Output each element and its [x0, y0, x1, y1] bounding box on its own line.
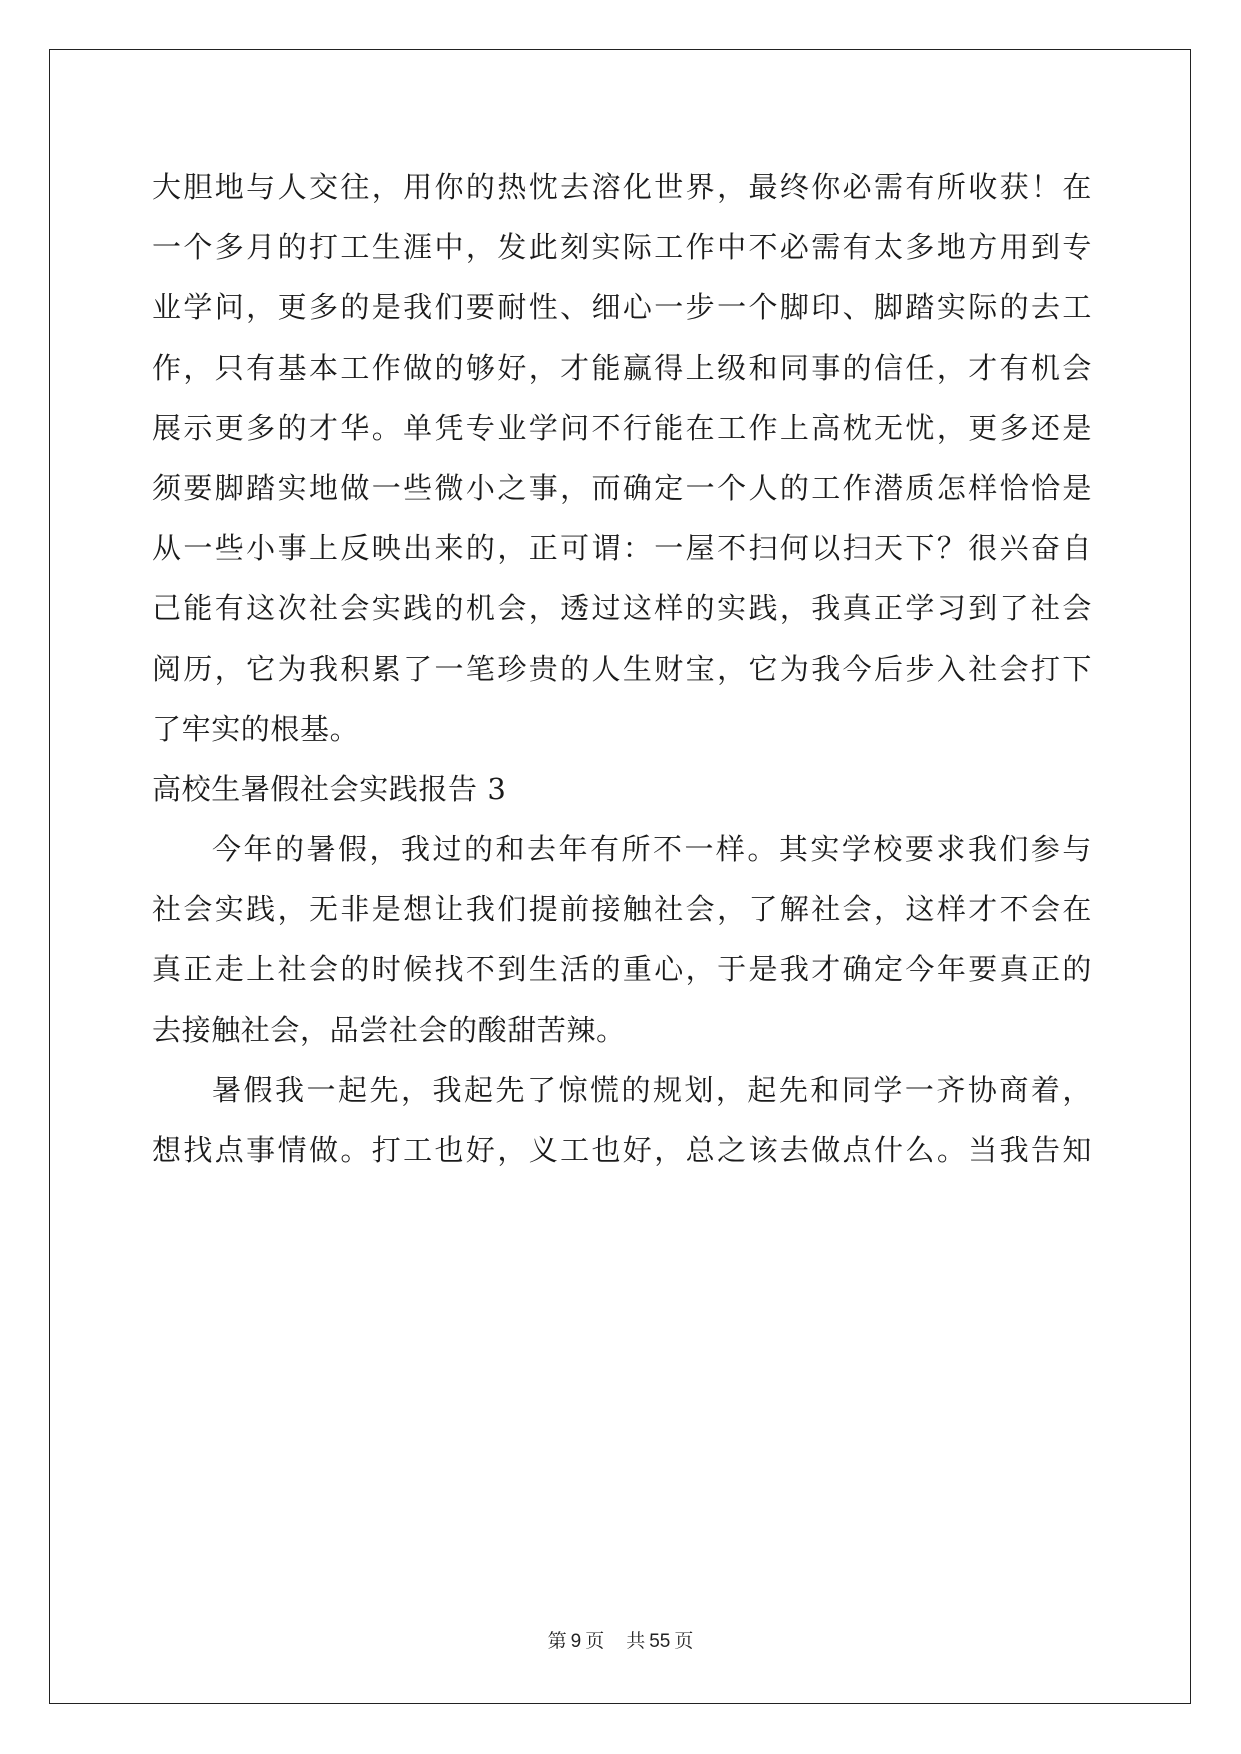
body-line: 大胆地与人交往，用你的热忱去溶化世界，最终你必需有所收获！在 — [152, 170, 1092, 204]
body-line: 阅历，它为我积累了一笔珍贵的人生财宝，它为我今后步入社会打下 — [152, 651, 1092, 686]
body-line: 了牢实的根基。 — [152, 711, 360, 746]
body-line: 去接触社会，品尝社会的酸甜苦辣。 — [152, 1012, 626, 1047]
body-line: 从一些小事上反映出来的，正可谓：一屋不扫何以扫天下？很兴奋自 — [152, 531, 1092, 566]
body-line: 须要脚踏实地做一些微小之事，而确定一个人的工作潜质怎样恰恰是 — [152, 470, 1092, 505]
document-body — [152, 157, 1092, 1180]
body-line: 一个多月的打工生涯中，发此刻实际工作中不必需有太多地方用到专 — [152, 230, 1092, 265]
page-prefix: 第 — [547, 1631, 567, 1652]
page-number: 9 — [570, 1631, 582, 1652]
section-heading: 高校生暑假社会实践报告 3 — [152, 771, 507, 806]
page-footer — [0, 1626, 1241, 1653]
body-line: 展示更多的才华。单凭专业学问不行能在工作上高枕无忧，更多还是 — [152, 410, 1092, 445]
body-line: 想找点事情做。打工也好，义工也好，总之该去做点什么。当我告知 — [152, 1133, 1092, 1167]
body-line: 作，只有基本工作做的够好，才能赢得上级和同事的信任，才有机会 — [152, 350, 1092, 385]
page-suffix: 页 — [585, 1631, 605, 1652]
total-pages: 55 — [649, 1631, 671, 1652]
total-suffix: 页 — [674, 1631, 694, 1652]
body-line: 己能有这次社会实践的机会，透过这样的实践，我真正学习到了社会 — [152, 591, 1092, 626]
body-line: 真正走上社会的时候找不到生活的重心，于是我才确定今年要真正的 — [152, 952, 1092, 987]
paragraph-first-line: 暑假我一起先，我起先了惊慌的规划，起先和同学一齐协商着， — [212, 1072, 1092, 1107]
paragraph-first-line: 今年的暑假，我过的和去年有所不一样。其实学校要求我们参与 — [212, 832, 1092, 867]
body-line: 社会实践，无非是想让我们提前接触社会，了解社会，这样才不会在 — [152, 892, 1092, 927]
total-prefix: 共 — [626, 1631, 646, 1652]
body-line: 业学问，更多的是我们要耐性、细心一步一个脚印、脚踏实际的去工 — [152, 290, 1092, 325]
